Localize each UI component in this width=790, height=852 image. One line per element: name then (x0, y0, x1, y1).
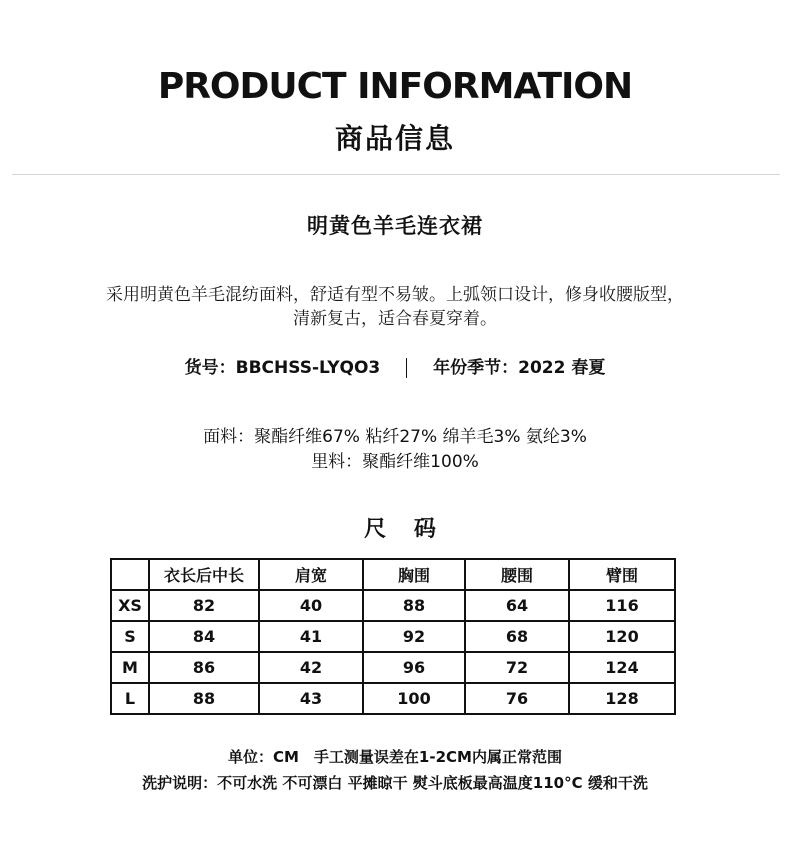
value-cell: 64 (465, 590, 569, 621)
header-cell: 胸围 (363, 559, 465, 590)
product-description (0, 283, 790, 331)
size-chart-title: 尺 码 (364, 517, 446, 542)
fabric-info (0, 425, 790, 475)
value-cell: 42 (259, 652, 363, 683)
size-cell: S (111, 621, 149, 652)
value-cell: 88 (149, 683, 259, 714)
value-cell: 86 (149, 652, 259, 683)
title-chinese: 商品信息 (334, 122, 455, 155)
header-cell: 腰围 (465, 559, 569, 590)
season-label: 年份季节：2022 春夏 (433, 358, 606, 378)
value-cell: 72 (465, 652, 569, 683)
header-cell: 衣长后中长 (149, 559, 259, 590)
product-meta (0, 353, 790, 378)
header-divider (12, 174, 780, 175)
header-cell (111, 559, 149, 590)
size-table (110, 558, 676, 715)
unit-note: 单位：CM 手工测量误差在1-2CM内属正常范围 (228, 748, 562, 766)
table-row (111, 683, 675, 714)
header-cell: 臂围 (569, 559, 675, 590)
meta-separator (406, 358, 407, 378)
table-row (111, 590, 675, 621)
value-cell: 88 (363, 590, 465, 621)
value-cell: 76 (465, 683, 569, 714)
sku-label: 货号：BBCHSS-LYQO3 (184, 358, 381, 378)
value-cell: 116 (569, 590, 675, 621)
care-instructions: 洗护说明：不可水洗 不可漂白 平摊晾干 熨斗底板最高温度110°C 缓和干洗 (142, 774, 648, 792)
value-cell: 68 (465, 621, 569, 652)
title-english: PRODUCT INFORMATION (157, 66, 633, 107)
fabric-lining: 里料：聚酯纤维100% (311, 452, 479, 472)
value-cell: 124 (569, 652, 675, 683)
size-table-header-row (111, 559, 675, 590)
value-cell: 82 (149, 590, 259, 621)
product-name: 明黄色羊毛连衣裙 (307, 214, 483, 238)
header-cell: 肩宽 (259, 559, 363, 590)
description-line-1: 采用明黄色羊毛混纺面料，舒适有型不易皱。上弧领口设计，修身收腰版型， (106, 285, 684, 305)
value-cell: 41 (259, 621, 363, 652)
value-cell: 43 (259, 683, 363, 714)
size-cell: XS (111, 590, 149, 621)
value-cell: 40 (259, 590, 363, 621)
value-cell: 120 (569, 621, 675, 652)
value-cell: 96 (363, 652, 465, 683)
size-cell: M (111, 652, 149, 683)
table-row (111, 652, 675, 683)
value-cell: 128 (569, 683, 675, 714)
value-cell: 92 (363, 621, 465, 652)
fabric-outer: 面料：聚酯纤维67% 粘纤27% 绵羊毛3% 氨纶3% (203, 427, 587, 447)
size-cell: L (111, 683, 149, 714)
value-cell: 100 (363, 683, 465, 714)
value-cell: 84 (149, 621, 259, 652)
table-row (111, 621, 675, 652)
description-line-2: 清新复古，适合春夏穿着。 (293, 309, 497, 329)
